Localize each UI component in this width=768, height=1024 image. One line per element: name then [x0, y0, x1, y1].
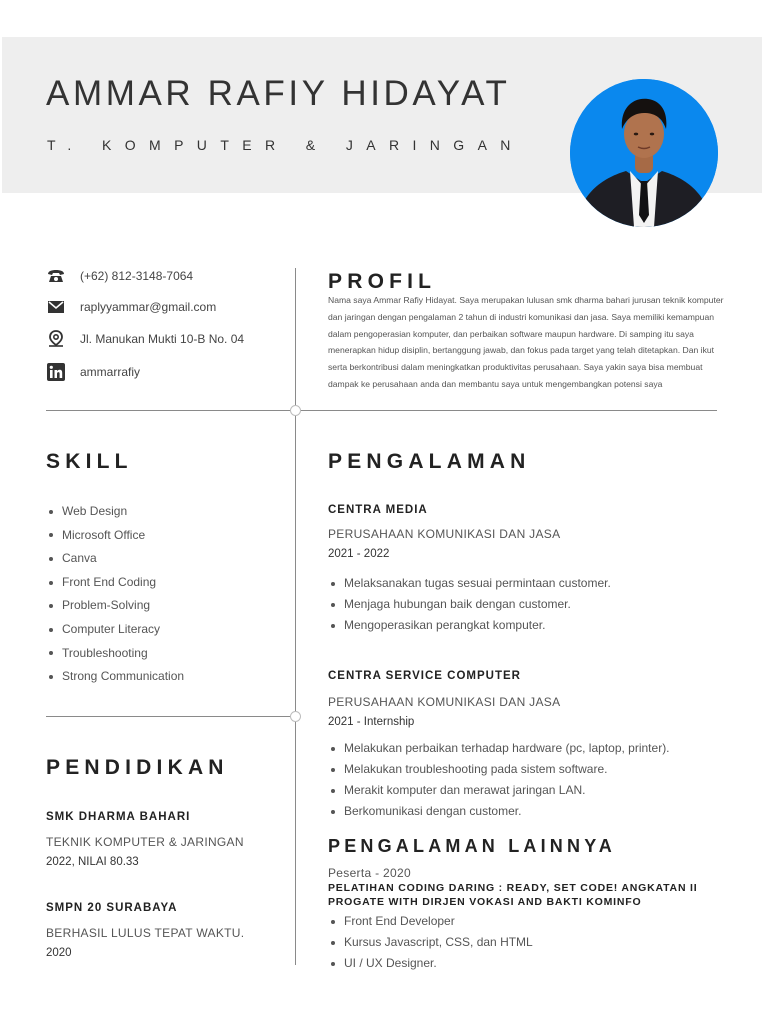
skill-item: Computer Literacy — [46, 618, 184, 642]
job-title: T. KOMPUTER & JARINGAN — [47, 137, 524, 153]
other-experience-item: Front End Developer — [328, 911, 533, 932]
experience-task: Melakukan troubleshooting pada sistem software. — [328, 759, 670, 780]
skill-list — [46, 500, 184, 689]
skill-item: Strong Communication — [46, 665, 184, 689]
skill-item: Web Design — [46, 500, 184, 524]
phone-text: (+62) 812-3148-7064 — [80, 269, 194, 283]
skill-item: Canva — [46, 547, 184, 571]
education-detail: TEKNIK KOMPUTER & JARINGAN — [46, 835, 244, 849]
education-detail: BERHASIL LULUS TEPAT WAKTU. — [46, 926, 245, 940]
email-icon — [46, 297, 66, 317]
experience-tasks — [328, 573, 611, 636]
contact-linkedin — [46, 362, 140, 382]
other-experience-item: Kursus Javascript, CSS, dan HTML — [328, 932, 533, 953]
other-experience-item: UI / UX Designer. — [328, 953, 533, 974]
education-note: 2022, NILAI 80.33 — [46, 856, 139, 868]
experience-task: Merakit komputer dan merawat jaringan LAN. — [328, 780, 670, 801]
other-experience-title: PENGALAMAN LAINNYA — [328, 836, 616, 856]
education-title: PENDIDIKAN — [46, 756, 229, 779]
contact-address — [46, 329, 244, 349]
experience-company: CENTRA SERVICE COMPUTER — [328, 670, 521, 682]
resume-name: AMMAR RAFIY HIDAYAT — [46, 74, 511, 113]
contact-phone — [46, 266, 193, 286]
linkedin-icon — [46, 362, 66, 382]
divider-node — [290, 405, 301, 416]
address-text: Jl. Manukan Mukti 10-B No. 04 — [80, 332, 245, 346]
education-note: 2020 — [46, 947, 72, 959]
profile-photo — [570, 79, 718, 227]
other-experience-list — [328, 911, 533, 974]
skill-item: Troubleshooting — [46, 642, 184, 666]
phone-icon — [46, 266, 66, 286]
section-divider-left — [46, 716, 296, 717]
training-title: PELATIHAN CODING DARING : READY, SET CODE! ANGKATAN II PROGATE WITH DIRJEN VOKASI AND BAKTI KOMINFO — [328, 882, 698, 908]
education-school: SMK DHARMA BAHARI — [46, 811, 191, 823]
skill-item: Front End Coding — [46, 571, 184, 595]
experience-type: PERUSAHAAN KOMUNIKASI DAN JASA — [328, 695, 561, 709]
column-divider — [295, 268, 296, 965]
experience-company: CENTRA MEDIA — [328, 504, 428, 516]
skill-title: SKILL — [46, 450, 133, 473]
experience-type: PERUSAHAAN KOMUNIKASI DAN JASA — [328, 527, 561, 541]
skill-item: Microsoft Office — [46, 524, 184, 548]
skill-item: Problem-Solving — [46, 594, 184, 618]
contact-email — [46, 297, 216, 317]
experience-task: Mengoperasikan perangkat komputer. — [328, 615, 611, 636]
experience-period: 2021 - 2022 — [328, 548, 390, 560]
experience-task: Menjaga hubungan baik dengan customer. — [328, 594, 611, 615]
divider-node — [290, 711, 301, 722]
experience-title: PENGALAMAN — [328, 450, 531, 473]
email-text: raplyyammar@gmail.com — [80, 300, 217, 314]
location-icon — [46, 329, 66, 349]
experience-tasks — [328, 738, 670, 822]
experience-task: Melakukan perbaikan terhadap hardware (pc, laptop, printer). — [328, 738, 670, 759]
other-experience-role: Peserta - 2020 — [328, 866, 411, 880]
section-divider-top — [46, 410, 717, 411]
profile-title: PROFIL — [328, 270, 437, 293]
experience-task: Berkomunikasi dengan customer. — [328, 801, 670, 822]
linkedin-text: ammarrafiy — [80, 365, 141, 379]
experience-task: Melaksanakan tugas sesuai permintaan customer. — [328, 573, 611, 594]
education-school: SMPN 20 SURABAYA — [46, 902, 178, 914]
profile-text: Nama saya Ammar Rafiy Hidayat. Saya merupakan lulusan smk dharma bahari jurusan teknik komputer dan jaringan dengan pengalaman 2 tahun di industri komunikasi dan jasa. Saya memiliki kemampuan dalam pengoperasian komputer, dan perbaikan software maupun hardware. Di samping itu saya menerapkan hidup disiplin, bertanggung jawab, dan fokus pada target yang telah ditetapkan. Dan ikut serta berkontribusi dalam meningkatkan produktivitas perusahaan. Saya yakin saya bisa membuat dampak ke perusahaan anda dan membantu saya untuk mengembangkan potensi saya — [328, 295, 724, 389]
experience-period: 2021 - Internship — [328, 716, 415, 728]
